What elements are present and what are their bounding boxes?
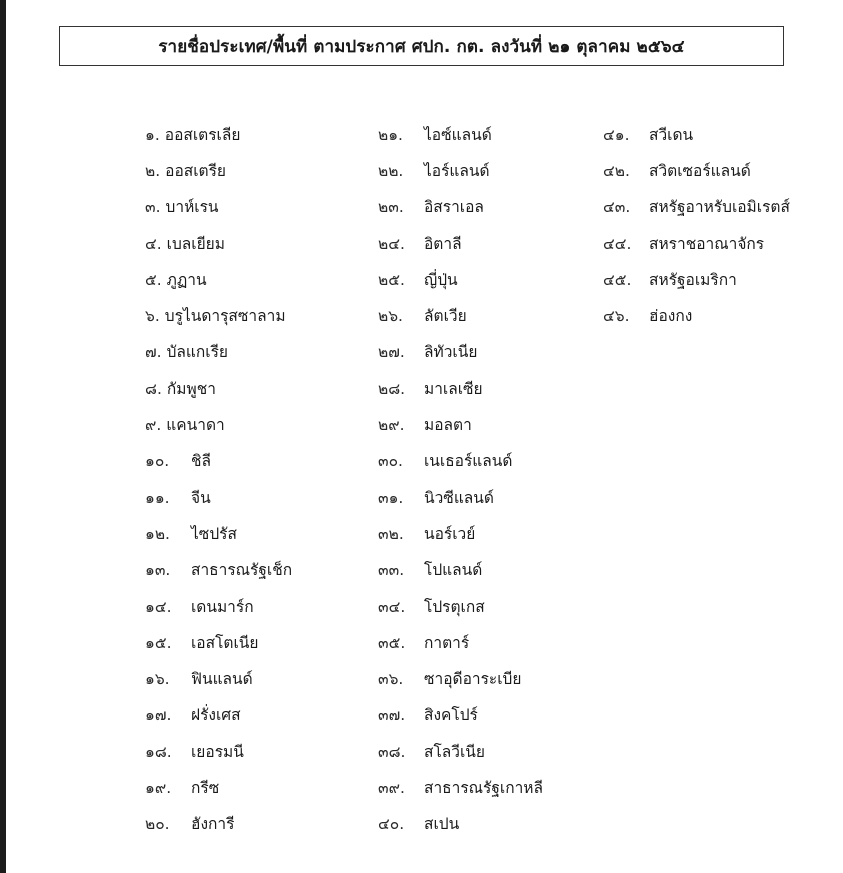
list-item bbox=[378, 479, 598, 515]
list-item bbox=[603, 116, 839, 152]
item-number: ๔๕. bbox=[603, 270, 632, 289]
list-item bbox=[145, 660, 365, 696]
item-number: ๑๔. bbox=[145, 597, 172, 616]
item-number: ๓๒. bbox=[378, 524, 404, 543]
country-name: สาธารณรัฐเกาหลี bbox=[424, 778, 544, 797]
page-title: รายชื่อประเทศ/พื้นที่ ตามประกาศ ศปก. กต. ลงวันที่ ๒๑ ตุลาคม ๒๕๖๔ bbox=[158, 36, 685, 57]
list-item bbox=[145, 225, 365, 261]
item-number: ๒. bbox=[145, 161, 161, 180]
item-number: ๓๑. bbox=[378, 488, 404, 507]
item-number: ๔๖. bbox=[603, 307, 630, 326]
list-item bbox=[378, 660, 598, 696]
item-number: ๑๑. bbox=[145, 488, 170, 507]
country-name: โปแลนด์ bbox=[424, 561, 483, 580]
item-number: ๓. bbox=[145, 198, 161, 217]
item-number: ๒๔. bbox=[378, 234, 405, 253]
country-name: สาธารณรัฐเช็ก bbox=[191, 561, 293, 580]
country-name: มาเลเซีย bbox=[424, 379, 483, 398]
item-number: ๒๐. bbox=[145, 815, 170, 834]
item-number: ๒๗. bbox=[378, 343, 405, 362]
country-name: ฮ่องกง bbox=[649, 307, 693, 326]
item-number: ๓๖. bbox=[378, 670, 404, 689]
list-item bbox=[145, 769, 365, 805]
country-name: สวิตเซอร์แลนด์ bbox=[649, 161, 751, 180]
list-item bbox=[378, 443, 598, 479]
country-name: ลิทัวเนีย bbox=[424, 343, 478, 362]
list-item bbox=[145, 806, 365, 842]
list-item bbox=[378, 189, 598, 225]
list-item bbox=[603, 261, 839, 297]
country-column-3 bbox=[603, 116, 839, 334]
country-name: ฮังการี bbox=[191, 815, 235, 834]
country-name: มอลตา bbox=[424, 416, 472, 435]
country-name: ไซปรัส bbox=[191, 524, 237, 543]
item-number: ๑๗. bbox=[145, 706, 172, 725]
country-name: โปรตุเกส bbox=[424, 597, 485, 616]
item-number: ๓๐. bbox=[378, 452, 403, 471]
list-item bbox=[378, 334, 598, 370]
country-name: บาห์เรน bbox=[165, 198, 219, 217]
country-name: ซาอุดีอาระเบีย bbox=[424, 670, 522, 689]
item-number: ๓๓. bbox=[378, 561, 405, 580]
list-item bbox=[145, 443, 365, 479]
item-number: ๔๓. bbox=[603, 198, 631, 217]
item-number: ๓๘. bbox=[378, 742, 406, 761]
item-number: ๓๕. bbox=[378, 633, 406, 652]
list-item bbox=[378, 225, 598, 261]
list-item bbox=[378, 552, 598, 588]
country-name: ออสเตรีย bbox=[165, 161, 227, 180]
list-item bbox=[378, 588, 598, 624]
list-item bbox=[145, 697, 365, 733]
country-name: บรูไนดารุสซาลาม bbox=[164, 307, 286, 326]
list-item bbox=[603, 297, 839, 333]
list-item bbox=[145, 552, 365, 588]
item-number: ๑๙. bbox=[145, 778, 172, 797]
item-number: ๖. bbox=[145, 307, 160, 326]
item-number: ๒๑. bbox=[378, 125, 403, 144]
country-name: ฟินแลนด์ bbox=[191, 670, 253, 689]
list-item bbox=[378, 515, 598, 551]
item-number: ๒๖. bbox=[378, 307, 403, 326]
item-number: ๘. bbox=[145, 379, 162, 398]
country-name: ชิลี bbox=[191, 452, 212, 471]
country-name: เอสโตเนีย bbox=[191, 633, 259, 652]
country-name: สหรัฐอเมริกา bbox=[649, 270, 737, 289]
list-item bbox=[145, 588, 365, 624]
country-name: จีน bbox=[191, 488, 211, 507]
country-name: บัลแกเรีย bbox=[166, 343, 229, 362]
country-name: นิวซีแลนด์ bbox=[424, 488, 494, 507]
item-number: ๑. bbox=[145, 125, 160, 144]
title-box bbox=[59, 26, 784, 66]
left-edge-border bbox=[0, 0, 6, 873]
item-number: ๑๖. bbox=[145, 670, 170, 689]
country-name: สโลวีเนีย bbox=[424, 742, 485, 761]
list-item bbox=[378, 406, 598, 442]
country-name: ลัตเวีย bbox=[424, 307, 467, 326]
country-name: ออสเตรเลีย bbox=[164, 125, 241, 144]
list-item bbox=[378, 806, 598, 842]
country-name: อิสราเอล bbox=[424, 198, 484, 217]
item-number: ๑๐. bbox=[145, 452, 170, 471]
country-name: สหรัฐอาหรับเอมิเรตส์ bbox=[649, 198, 790, 217]
country-name: เดนมาร์ก bbox=[191, 597, 254, 616]
list-item bbox=[145, 624, 365, 660]
item-number: ๔๐. bbox=[378, 815, 405, 834]
item-number: ๒๓. bbox=[378, 198, 404, 217]
item-number: ๒๒. bbox=[378, 161, 404, 180]
list-item bbox=[378, 261, 598, 297]
country-name: สิงคโปร์ bbox=[424, 706, 478, 725]
item-number: ๑๕. bbox=[145, 633, 172, 652]
item-number: ๕. bbox=[145, 270, 162, 289]
list-item bbox=[603, 152, 839, 188]
item-number: ๑๘. bbox=[145, 742, 172, 761]
item-number: ๒๘. bbox=[378, 379, 406, 398]
country-name: สหราชอาณาจักร bbox=[649, 234, 765, 253]
list-item bbox=[378, 697, 598, 733]
country-name: ญี่ปุ่น bbox=[424, 270, 458, 289]
country-name: กัมพูชา bbox=[166, 379, 216, 398]
item-number: ๒๕. bbox=[378, 270, 405, 289]
list-item bbox=[603, 225, 839, 261]
item-number: ๓๗. bbox=[378, 706, 406, 725]
list-item bbox=[145, 189, 365, 225]
list-item bbox=[378, 297, 598, 333]
country-name: สวีเดน bbox=[649, 125, 694, 144]
country-name: สเปน bbox=[424, 815, 460, 834]
list-item bbox=[378, 733, 598, 769]
country-name: นอร์เวย์ bbox=[424, 524, 476, 543]
country-column-2 bbox=[378, 116, 598, 842]
list-item bbox=[145, 297, 365, 333]
list-item bbox=[145, 152, 365, 188]
country-name: กาตาร์ bbox=[424, 633, 470, 652]
item-number: ๔๔. bbox=[603, 234, 632, 253]
list-item bbox=[145, 370, 365, 406]
item-number: ๔๒. bbox=[603, 161, 630, 180]
country-name: เยอรมนี bbox=[191, 742, 244, 761]
list-item bbox=[378, 769, 598, 805]
list-item bbox=[145, 733, 365, 769]
item-number: ๓๔. bbox=[378, 597, 406, 616]
country-name: แคนาดา bbox=[166, 416, 225, 435]
country-name: ฝรั่งเศส bbox=[191, 706, 241, 725]
item-number: ๔๑. bbox=[603, 125, 630, 144]
item-number: ๒๙. bbox=[378, 416, 405, 435]
country-name: ภูฏาน bbox=[166, 270, 207, 289]
list-item bbox=[145, 479, 365, 515]
item-number: ๙. bbox=[145, 416, 162, 435]
list-item bbox=[378, 624, 598, 660]
list-item bbox=[145, 334, 365, 370]
list-item bbox=[145, 116, 365, 152]
country-name: เบลเยียม bbox=[166, 234, 225, 253]
item-number: ๓๙. bbox=[378, 778, 405, 797]
country-column-1 bbox=[145, 116, 365, 842]
list-item bbox=[145, 515, 365, 551]
list-item bbox=[378, 116, 598, 152]
list-item bbox=[145, 406, 365, 442]
list-item bbox=[145, 261, 365, 297]
item-number: ๑๓. bbox=[145, 561, 171, 580]
list-item bbox=[603, 189, 839, 225]
list-item bbox=[378, 152, 598, 188]
item-number: ๔. bbox=[145, 234, 162, 253]
item-number: ๗. bbox=[145, 343, 162, 362]
country-name: ไอร์แลนด์ bbox=[424, 161, 490, 180]
item-number: ๑๒. bbox=[145, 524, 170, 543]
country-name: ไอซ์แลนด์ bbox=[424, 125, 492, 144]
country-name: เนเธอร์แลนด์ bbox=[424, 452, 513, 471]
list-item bbox=[378, 370, 598, 406]
country-name: กรีซ bbox=[191, 778, 220, 797]
country-name: อิตาลี bbox=[424, 234, 462, 253]
